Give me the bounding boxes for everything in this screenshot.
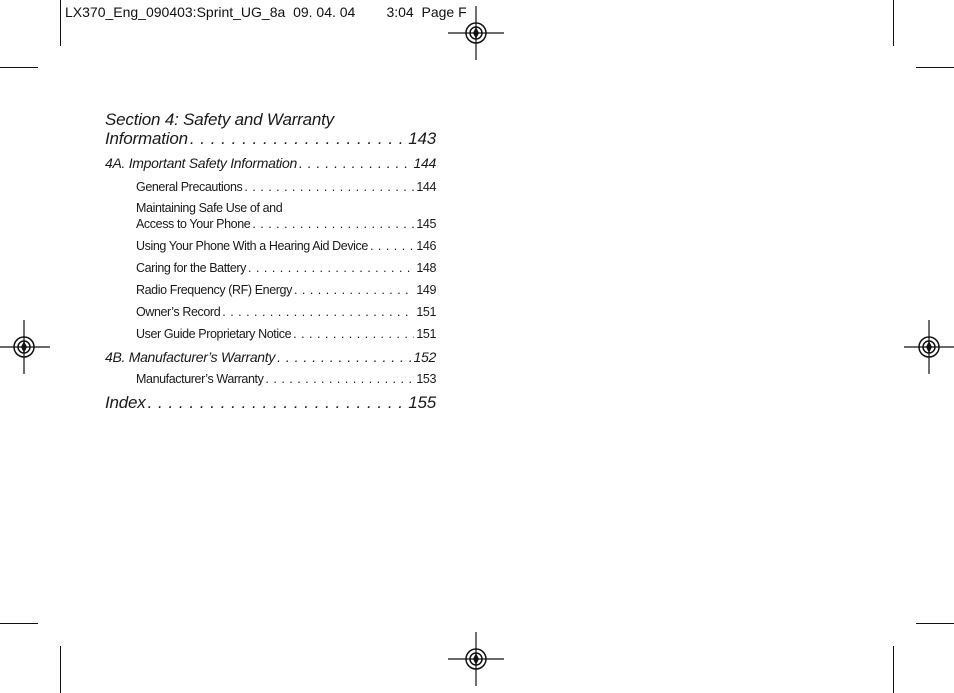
crop-mark-bottom-right-horizontal xyxy=(916,623,954,624)
toc-page-number: 152 xyxy=(413,349,436,365)
toc-index-entry[interactable] xyxy=(105,393,436,412)
toc-chapter-label: 4B. Manufacturer’s Warranty xyxy=(105,349,276,365)
toc-page-number: 155 xyxy=(408,393,436,412)
dot-leader xyxy=(293,324,414,344)
dot-leader xyxy=(265,369,414,389)
toc-page-number: 153 xyxy=(416,372,436,386)
dot-leader xyxy=(244,177,414,197)
toc-page-number: 144 xyxy=(413,155,436,171)
toc-item-label: Manufacturer’s Warranty xyxy=(136,372,264,386)
toc-page-number: 151 xyxy=(416,305,436,319)
dot-leader xyxy=(190,129,406,148)
toc-item-entry[interactable] xyxy=(105,236,436,256)
toc-page-number: 145 xyxy=(416,217,436,231)
crop-mark-top-left-vertical xyxy=(60,0,61,46)
dot-leader xyxy=(148,393,407,412)
toc-item-entry[interactable] xyxy=(105,280,436,300)
toc-item-label-line1: Maintaining Safe Use of and xyxy=(136,201,283,215)
toc-page-number: 146 xyxy=(416,239,436,253)
registration-mark-icon xyxy=(904,320,954,374)
printer-slug-line: LX370_Eng_090403:Sprint_UG_8a 09. 04. 04 3:04 Page F xyxy=(65,4,467,20)
toc-item-label: Radio Frequency (RF) Energy xyxy=(136,283,292,297)
toc-page-number: 149 xyxy=(416,283,436,297)
crop-mark-top-right-vertical xyxy=(893,0,894,46)
toc-page-number: 143 xyxy=(408,129,436,148)
toc-item-label: Using Your Phone With a Hearing Aid Device xyxy=(136,239,368,253)
toc-item-label: Caring for the Battery xyxy=(136,261,247,275)
dot-leader xyxy=(294,280,414,300)
toc-index-label: Index xyxy=(105,393,146,412)
dot-leader xyxy=(370,236,414,256)
dot-leader xyxy=(248,258,414,278)
toc-chapter-entry[interactable] xyxy=(105,153,436,173)
crop-mark-top-left-horizontal xyxy=(0,67,38,68)
toc-item-label: User Guide Proprietary Notice xyxy=(136,327,292,341)
toc-item-entry[interactable] xyxy=(105,302,436,322)
table-of-contents xyxy=(105,110,436,412)
toc-item-entry[interactable] xyxy=(105,177,436,197)
dot-leader xyxy=(299,153,412,173)
registration-mark-icon xyxy=(0,320,50,374)
crop-mark-bottom-left-vertical xyxy=(60,646,61,693)
toc-item-entry[interactable] xyxy=(105,200,436,232)
crop-mark-top-right-horizontal xyxy=(916,67,954,68)
crop-mark-bottom-right-vertical xyxy=(893,646,894,693)
toc-item-entry[interactable] xyxy=(105,324,436,344)
toc-page-number: 151 xyxy=(416,327,436,341)
dot-leader xyxy=(252,216,414,232)
toc-section-title-line1: Section 4: Safety and Warranty xyxy=(105,110,334,129)
toc-section-entry[interactable] xyxy=(105,110,436,148)
toc-item-entry[interactable] xyxy=(105,369,436,389)
toc-section-title-line2: Information xyxy=(105,129,188,148)
toc-item-label: Owner’s Record xyxy=(136,305,221,319)
registration-mark-icon xyxy=(448,6,504,60)
toc-page-number: 148 xyxy=(416,261,436,275)
toc-item-label: General Precautions xyxy=(136,180,243,194)
toc-chapter-entry[interactable] xyxy=(105,347,436,367)
dot-leader xyxy=(277,347,411,367)
crop-mark-bottom-left-horizontal xyxy=(0,623,38,624)
dot-leader xyxy=(222,302,414,322)
toc-chapter-label: 4A. Important Safety Information xyxy=(105,155,297,171)
toc-item-label: Access to Your Phone xyxy=(136,217,251,231)
toc-page-number: 144 xyxy=(416,180,436,194)
registration-mark-icon xyxy=(448,632,504,686)
toc-item-entry[interactable] xyxy=(105,258,436,278)
